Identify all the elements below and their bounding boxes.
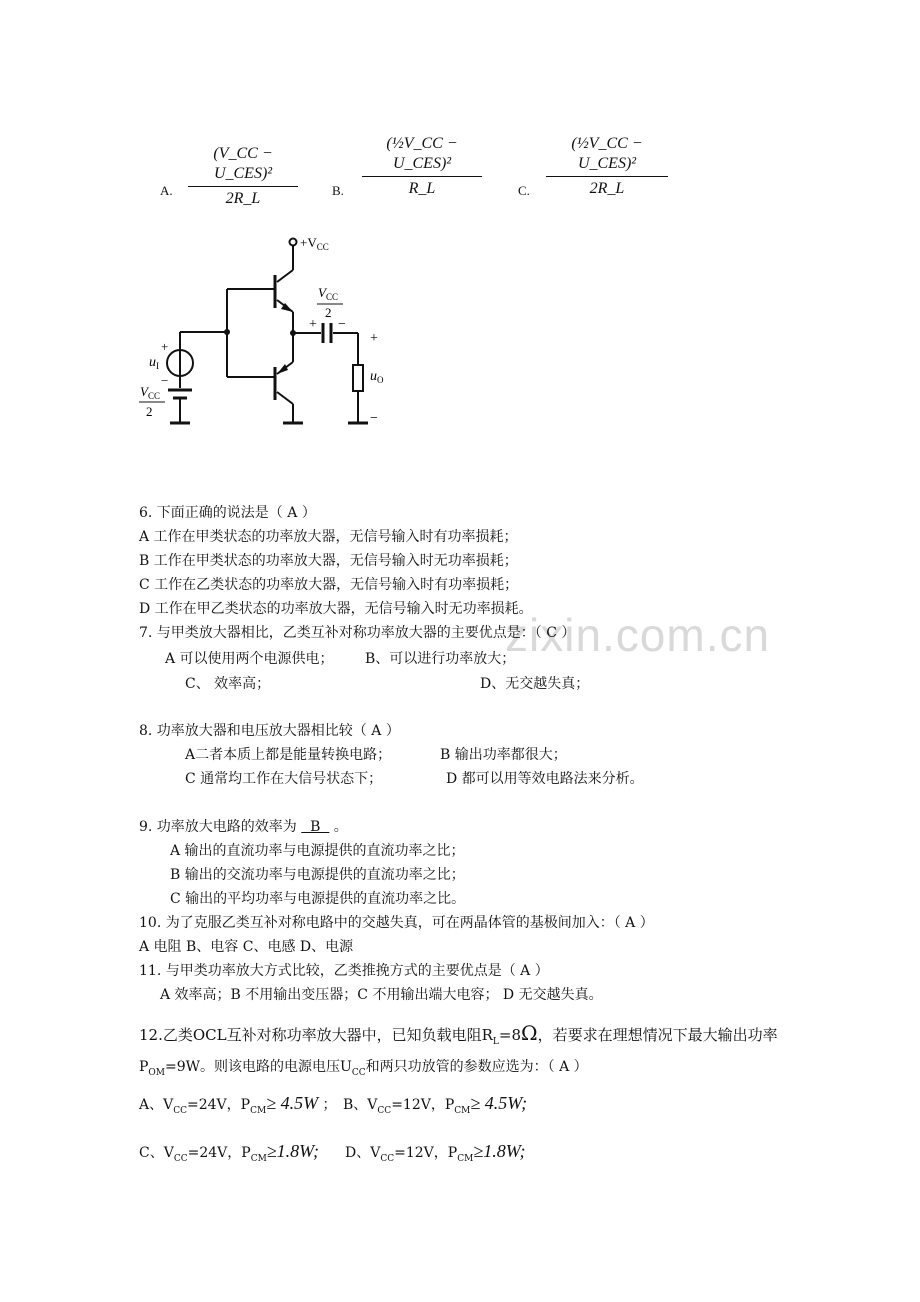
load-resistor: [353, 365, 363, 391]
q8-option-b: B 输出功率都很大；: [440, 747, 567, 763]
q8-option-a: A二者本质上都是能量转换电路；: [185, 747, 392, 763]
q6-option-d: D 工作在甲乙类状态的功率放大器，无信号输入时无功率损耗。: [139, 601, 533, 617]
q9-option-a: A 输出的直流功率与电源提供的直流功率之比；: [170, 843, 465, 859]
formula-a: [188, 144, 298, 209]
uo-label: $u_O$: [370, 369, 384, 385]
q12-option-b: B、$V_{CC}=12V$，$P_{CM}\ge 4.5W$;: [343, 1093, 528, 1116]
watermark: zixin.com.cn: [505, 609, 771, 661]
cap-plus-sign: +: [309, 317, 317, 332]
vcc-terminal: [290, 239, 297, 246]
q10-options: A 电阻 B、电容 C、电感 D、电源: [139, 939, 354, 955]
q6-stem: 6. 下面正确的说法是（ A ）: [139, 505, 316, 521]
vcc-label: $+V_{CC}$: [300, 235, 329, 252]
option-b-label: B.: [332, 183, 344, 198]
cap-fraction-numerator: $V_{CC}$: [318, 285, 338, 302]
ui-label: $u_I$: [149, 355, 159, 371]
formula-a-denominator: 2R_L: [225, 190, 261, 207]
q7-option-b: B、可以进行功率放大；: [365, 651, 516, 667]
q7-stem: 7. 与甲类放大器相比，乙类互补对称功率放大器的主要优点是：（ C ）: [139, 625, 576, 641]
source-minus-sign: −: [161, 373, 169, 388]
option-a-label: A.: [160, 183, 173, 198]
q7-option-a: A 可以使用两个电源供电；: [165, 651, 334, 667]
q8-stem: 8. 功率放大器和电压放大器相比较（ A ）: [139, 723, 400, 739]
q9-option-c: C 输出的平均功率与电源提供的直流功率之比。: [170, 891, 466, 907]
q12-stem-line1: 12.乙类OCL互补对称功率放大器中，已知负载电阻$R_L=8\Omega$，若要求在理想情况下最大输出功率: [139, 1021, 778, 1047]
formula-a-numerator: (V_CC − U_CES)²: [213, 145, 273, 182]
option-c-label: C.: [518, 183, 530, 198]
battery-fraction-numerator: $V_{CC}$: [140, 384, 160, 401]
q8-option-d: D 都可以用等效电路法来分析。: [446, 771, 644, 787]
q6-option-b: B 工作在甲类状态的功率放大器，无信号输入时无功率损耗；: [139, 553, 518, 569]
q12-option-d: D、$V_{CC}=12V$，$P_{CM}\ge 1.8W$;: [345, 1141, 526, 1164]
q9-stem: 9. 功率放大电路的效率为 B 。: [139, 819, 348, 835]
formula-b-denominator: R_L: [408, 180, 436, 197]
q6-option-c: C 工作在乙类状态的功率放大器，无信号输入时有功率损耗；: [139, 577, 519, 593]
ocl-circuit-diagram: [135, 230, 395, 435]
formula-c-numerator: (½V_CC − U_CES)²: [571, 135, 643, 172]
formula-b: [362, 134, 482, 199]
q12-stem-line2: $P_{OM}=9W$。则该电路的电源电压$U_{CC}$和两只功放管的参数应选为：（ A ）: [139, 1059, 588, 1078]
battery-fraction-denominator: 2: [146, 404, 153, 419]
q8-option-c: C 通常均工作在大信号状态下；: [185, 771, 383, 787]
cap-fraction-denominator: 2: [325, 305, 332, 320]
q11-options: A 效率高；B 不用输出变压器；C 不用输出端大电容； D 无交越失真。: [160, 987, 603, 1003]
q7-option-c: C、 效率高；: [185, 676, 271, 692]
formula-b-numerator: (½V_CC − U_CES)²: [386, 135, 458, 172]
q11-stem: 11. 与甲类功率放大方式比较，乙类推挽方式的主要优点是（ A ）: [139, 963, 549, 979]
q6-option-a: A 工作在甲类状态的功率放大器，无信号输入时有功率损耗；: [139, 529, 518, 545]
output-minus-sign: −: [370, 411, 378, 426]
q7-option-d: D、无交越失真；: [480, 676, 590, 692]
q9-answer-blank: B: [301, 819, 330, 835]
source-plus-sign: +: [161, 339, 169, 354]
output-plus-sign: +: [370, 331, 378, 346]
cap-minus-sign: −: [338, 317, 346, 332]
q12-option-c: C、$V_{CC}=24V$，$P_{CM}\ge 1.8W$;: [139, 1141, 319, 1164]
omega-symbol: Ω: [521, 1021, 538, 1045]
formula-c: [546, 134, 668, 199]
q10-stem: 10. 为了克服乙类互补对称电路中的交越失真，可在两晶体管的基极间加入：（ A ）: [139, 915, 654, 931]
formula-c-denominator: 2R_L: [589, 180, 625, 197]
q9-option-b: B 输出的交流功率与电源提供的直流功率之比；: [170, 867, 465, 883]
q12-option-a: A、$V_{CC}=24V$，$P_{CM}\ge 4.5W$ ；: [139, 1093, 337, 1116]
